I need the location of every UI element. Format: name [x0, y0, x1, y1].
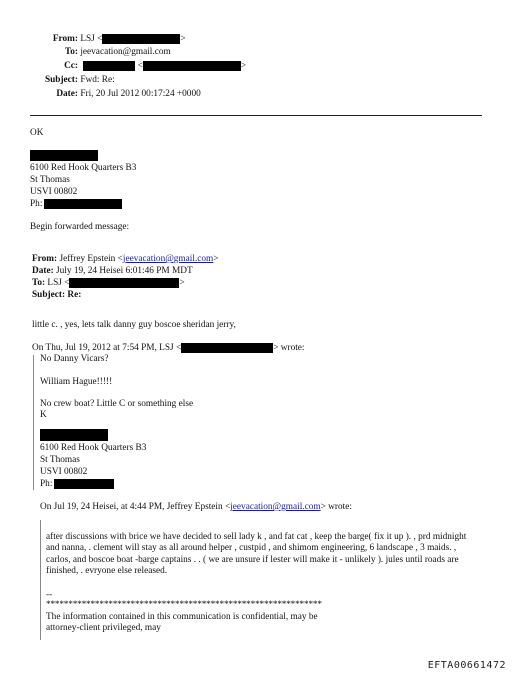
quote1-line: No Danny Vicars? [40, 354, 109, 364]
header-subject-row [0, 75, 115, 86]
quote1-bar [33, 355, 34, 490]
header-from-tail: > [180, 34, 186, 45]
quote1-line: William Hague!!!!! [40, 377, 113, 387]
quote1-line: K [40, 410, 47, 420]
sig-line: St Thomas [40, 455, 80, 465]
header-to-value: jeevacation@gmail.com [80, 47, 171, 57]
sig-line: 6100 Red Hook Quarters B3 [40, 443, 147, 453]
sig-line: USVI 00802 [30, 187, 78, 197]
fwd-to-row [32, 278, 185, 289]
fwd-subject-row [32, 290, 81, 301]
quote2-confidential: The information contained in this communication is confidential, may be attorney-client privileged, may [46, 612, 318, 634]
header-cc-row [0, 61, 246, 72]
body-ok: OK [30, 128, 44, 138]
header-date-label: Date: [56, 89, 78, 99]
header-date-row [0, 89, 201, 100]
fwd-from-tail: > [213, 254, 219, 264]
fwd-from-email-link[interactable]: jeevacation@gmail.com [122, 254, 214, 264]
redaction-bar [83, 61, 135, 71]
sig-ph-label: Ph: [30, 199, 43, 210]
quote2-intro-tail: > wrote: [320, 502, 352, 512]
fwd-subject-value: Re: [67, 290, 82, 300]
header-from-row [0, 34, 186, 45]
redaction-bar [54, 479, 114, 489]
fwd-subject-label: Subject: [32, 290, 66, 300]
fwd-date-value: July 19, 24 Heisei 6:01:46 PM MDT [56, 266, 193, 276]
fwd-from-row [32, 254, 219, 265]
fwd-from-value: Jeffrey Epstein < [59, 254, 123, 264]
header-from-label: From: [52, 34, 78, 45]
header-subject-label: Subject: [44, 75, 78, 85]
header-from-value: LSJ < [80, 34, 103, 45]
header-subject-value: Fwd: Re: [80, 75, 115, 85]
fwd-from-label: From: [32, 254, 58, 264]
header-to-label: To: [64, 47, 78, 57]
redaction-bar [30, 150, 98, 161]
quote2-intro-text: On Jul 19, 24 Heisei, at 4:44 PM, Jeffrey Epstein < [40, 502, 231, 512]
fwd-to-label: To: [32, 278, 46, 289]
quote2-intro [40, 502, 352, 513]
quote1-intro [32, 343, 305, 354]
header-divider [30, 115, 482, 116]
quote1-intro-text: On Thu, Jul 19, 2012 at 7:54 PM, LSJ < [32, 343, 182, 354]
sig-line: St Thomas [30, 175, 70, 185]
begin-forwarded: Begin forwarded message: [30, 222, 130, 232]
sig-line [40, 479, 114, 490]
fwd-to-tail: > [179, 278, 185, 289]
quote2-paragraph: after discussions with brice we have decided to sell lady k , and fat cat , keep the barge( fix it up ). , prd midnight and nanna, . clement will stay as all around helper , custpid , and shimom engineering, 6 landscape , 3 maids. , carlos, and boscoe boat -barge captains . . ( we are unsure if lester will make it - unlikely ). jules until roads are finished, . evryone else released. [46, 532, 467, 576]
fwd-date-row [32, 266, 193, 277]
redaction-bar [44, 199, 122, 209]
fwd-date-label: Date: [32, 266, 54, 276]
header-cc-label: Cc: [64, 61, 78, 72]
fwd-to-value: LSJ < [47, 278, 70, 289]
header-date-value: Fri, 20 Jul 2012 00:17:24 +0000 [80, 89, 201, 99]
fwd-message: little c. , yes, lets talk danny guy boscoe sheridan jerry, [32, 320, 236, 330]
sig-ph-label: Ph: [40, 479, 53, 490]
sig-line: USVI 00802 [40, 467, 88, 477]
redaction-bar [40, 429, 108, 441]
quote2-dashes: -- [46, 590, 53, 600]
header-cc-lt: < [137, 61, 143, 72]
quote2-email-link[interactable]: jeevacation@gmail.com [230, 502, 321, 512]
document-id: EFTA00661472 [427, 659, 506, 671]
redaction-bar [69, 278, 179, 288]
redaction-bar [181, 343, 273, 353]
header-cc-tail: > [240, 61, 247, 72]
quote1-line: No crew boat? Little C or something else [40, 399, 194, 409]
quote2-bar [40, 520, 41, 640]
sig-line: 6100 Red Hook Quarters B3 [30, 163, 137, 173]
quote2-stars: ************************************************************** [46, 600, 322, 610]
header-to-row [0, 47, 171, 58]
redaction-bar [143, 61, 241, 71]
redaction-bar [102, 34, 180, 44]
quote1-intro-tail: > wrote: [273, 343, 305, 354]
sig-line [30, 199, 122, 210]
